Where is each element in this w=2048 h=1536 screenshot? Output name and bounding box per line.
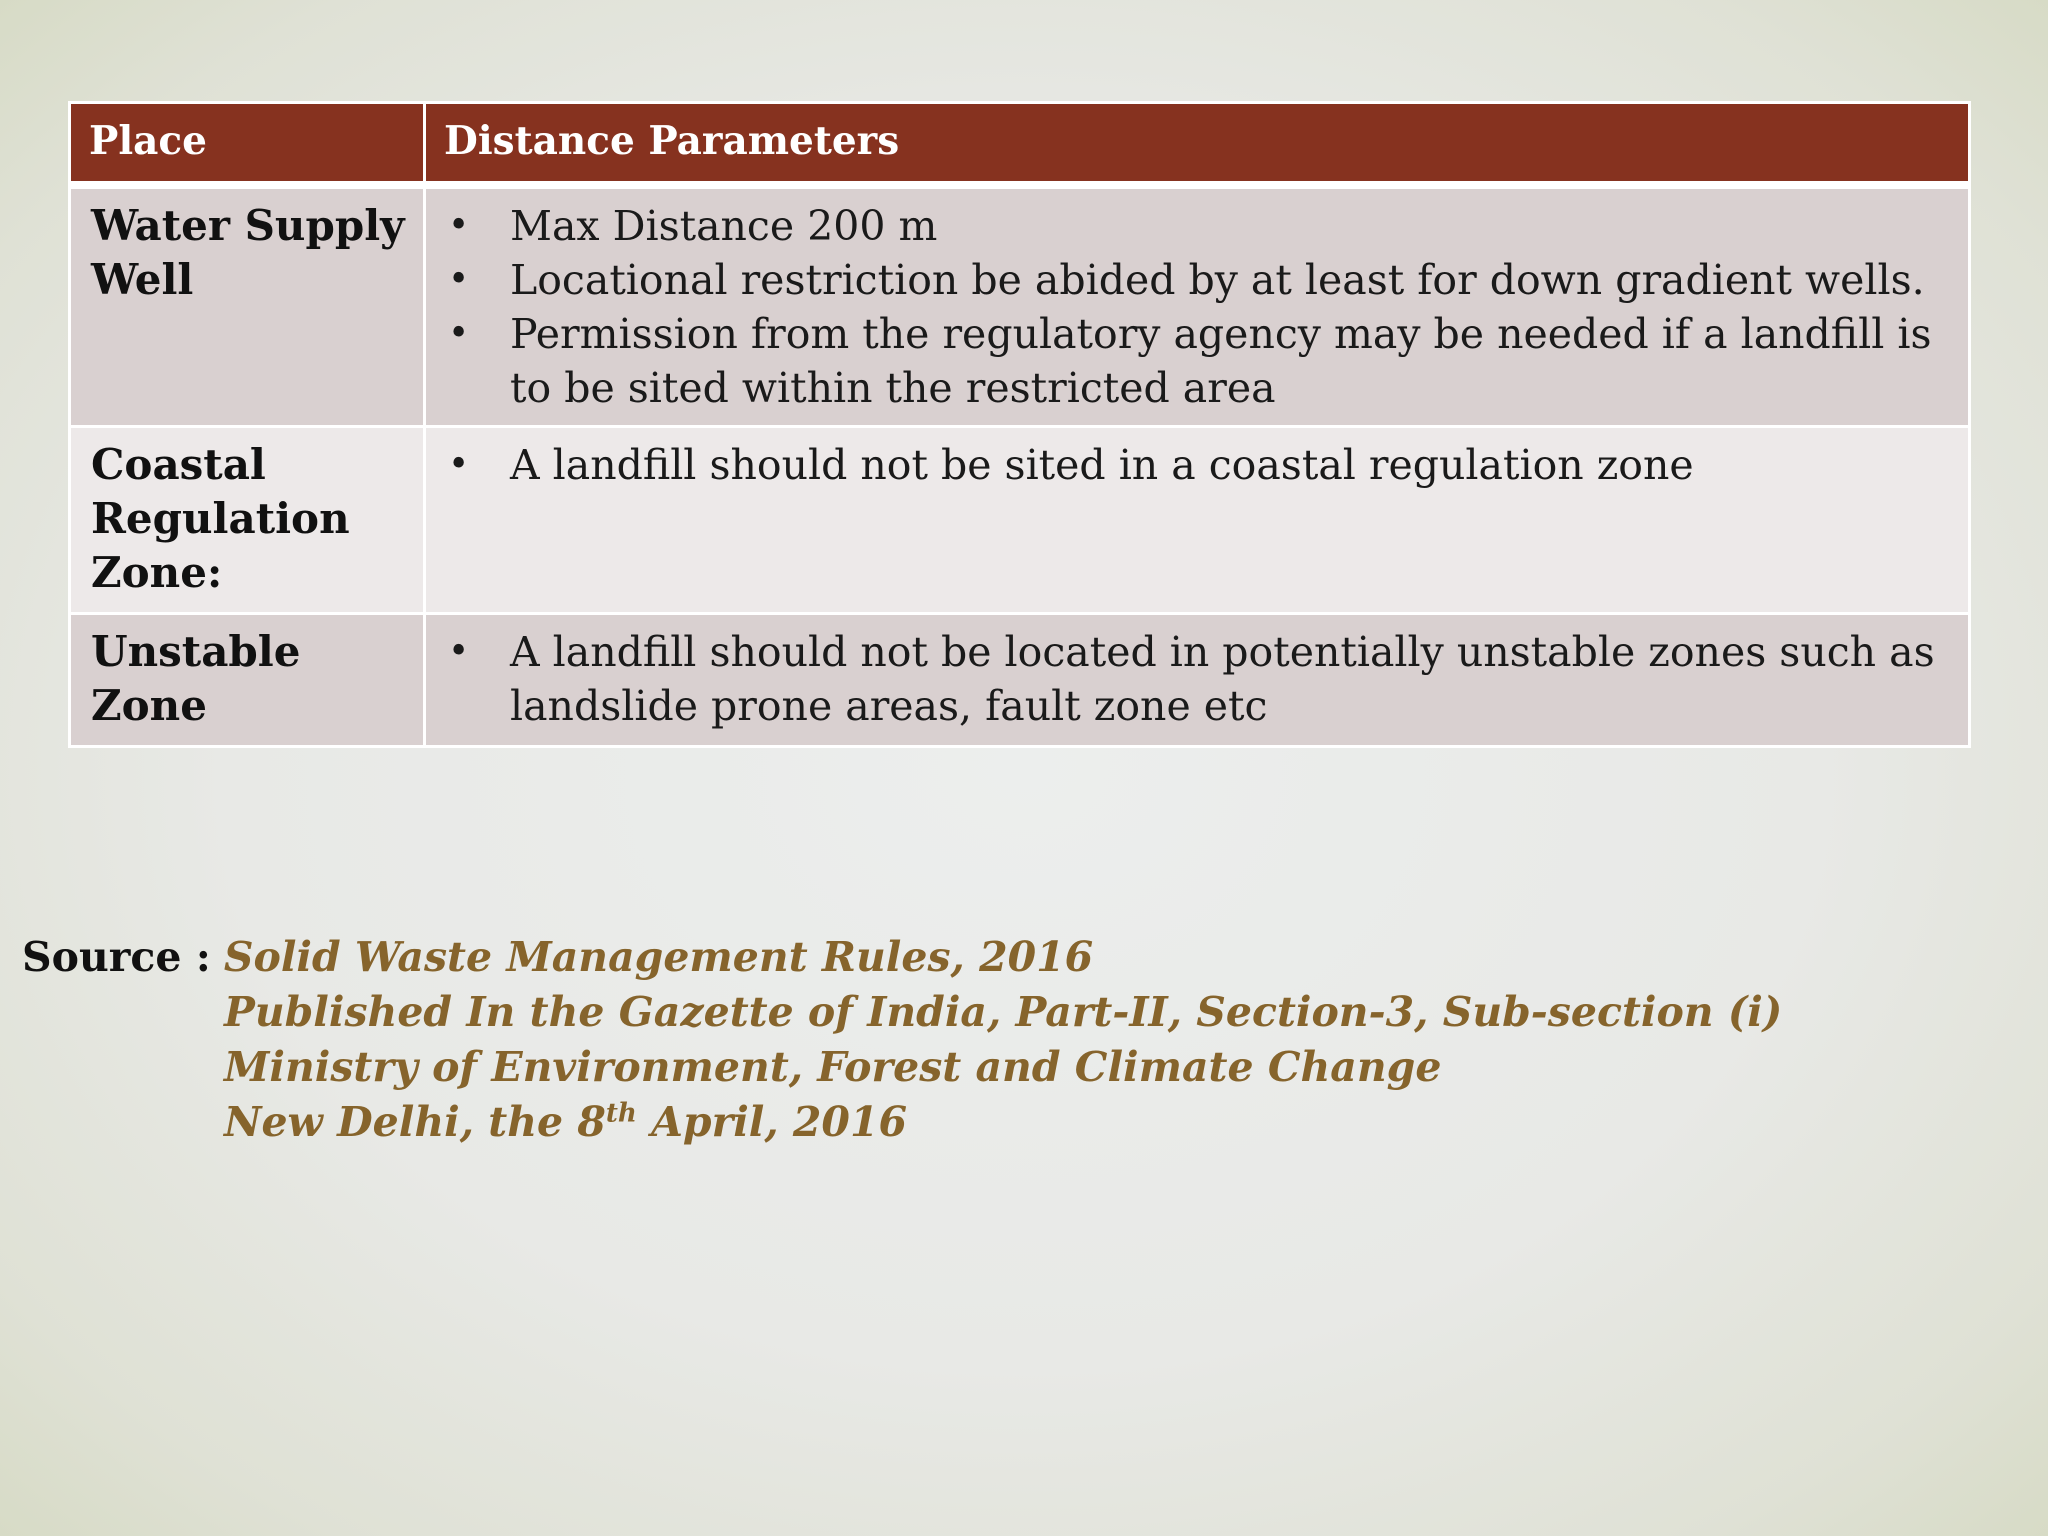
distance-parameters-table (68, 101, 1971, 748)
bullet-icon: • (448, 204, 470, 246)
source-date (22, 1095, 1782, 1150)
source-citation (22, 930, 1782, 1150)
parameter-text: A landfill should not be located in potentially unstable zones such as landslide prone areas, fault zone etc (510, 627, 1935, 730)
source-ministry: Ministry of Environment, Forest and Climate Change (224, 1043, 1442, 1091)
source-date-superscript: th (605, 1098, 637, 1129)
source-gazette: Published In the Gazette of India, Part-II, Section-3, Sub-section (i) (224, 988, 1783, 1036)
bullet-icon: • (448, 630, 470, 672)
source-first-line (22, 930, 1782, 985)
parameter-item (442, 199, 1948, 253)
source-label: Source : (22, 933, 211, 981)
parameters-cell (425, 185, 1970, 427)
header-place: Place (70, 103, 425, 185)
table-header-row (70, 103, 1970, 185)
bullet-icon: • (448, 443, 470, 485)
place-cell: Coastal Regulation Zone: (70, 426, 425, 613)
source-date-before: New Delhi, the 8 (224, 1098, 606, 1146)
source-date-after: April, 2016 (636, 1098, 908, 1146)
parameter-list (442, 199, 1948, 415)
bullet-icon: • (448, 258, 470, 300)
source-title: Solid Waste Management Rules, 2016 (223, 933, 1094, 981)
table-row (70, 426, 1970, 613)
parameter-item (442, 625, 1948, 733)
parameter-item (442, 253, 1948, 307)
parameter-text: Locational restriction be abided by at least for down gradient wells. (510, 255, 1925, 304)
parameter-text: Max Distance 200 m (510, 201, 938, 250)
header-distance-parameters: Distance Parameters (425, 103, 1970, 185)
parameters-cell (425, 426, 1970, 613)
place-cell: Unstable Zone (70, 613, 425, 746)
parameter-text: A landfill should not be sited in a coastal regulation zone (510, 440, 1694, 489)
parameter-list (442, 625, 1948, 733)
parameter-item (442, 438, 1948, 492)
parameter-list (442, 438, 1948, 492)
parameter-text: Permission from the regulatory agency may be needed if a landfill is to be sited within the restricted area (510, 309, 1932, 412)
table-row (70, 613, 1970, 746)
parameter-item (442, 307, 1948, 415)
place-cell: Water Supply Well (70, 185, 425, 427)
table-row (70, 185, 1970, 427)
parameters-cell (425, 613, 1970, 746)
bullet-icon: • (448, 312, 470, 354)
